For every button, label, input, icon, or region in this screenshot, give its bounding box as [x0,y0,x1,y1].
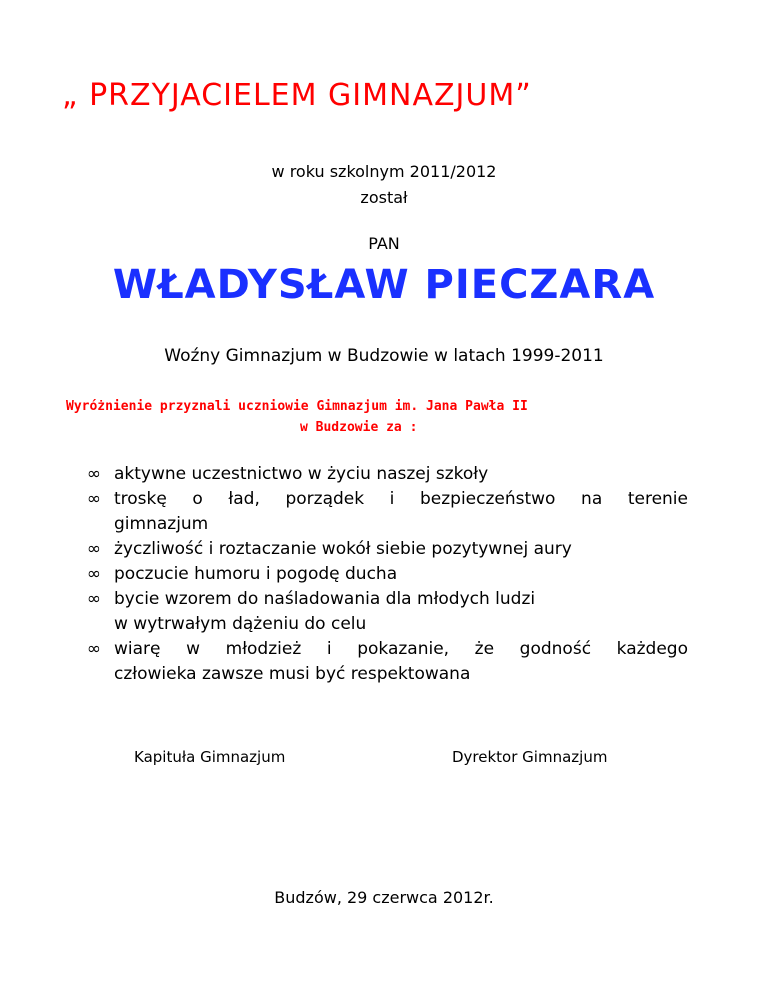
list-item-text: aktywne uczestnictwo w życiu naszej szkoły [114,464,489,484]
award-statement-line-1: Wyróżnienie przyznali uczniowie Gimnazjum im. Jana Pawła II [66,399,528,414]
infinity-bullet-icon: ∞ [86,539,102,559]
infinity-bullet-icon: ∞ [86,564,102,584]
infinity-bullet-icon: ∞ [86,589,102,609]
certificate-title: „ PRZYJACIELEM GIMNAZJUM” [62,78,532,113]
list-item-text: poczucie humoru i pogodę ducha [114,564,398,584]
salutation: PAN [368,234,400,253]
infinity-bullet-icon: ∞ [86,639,102,659]
list-item [84,562,688,587]
status-line: został [360,188,408,207]
reasons-list [84,462,688,687]
signature-director: Dyrektor Gimnazjum [452,748,608,766]
list-item [84,637,688,687]
list-item-text: wiarę w młodzież i pokazanie, że godność każdego [114,639,688,659]
list-item-text-continued: w wytrwałym dążeniu do celu [114,614,367,634]
infinity-bullet-icon: ∞ [86,464,102,484]
list-item-text-continued: gimnazjum [114,514,209,534]
recipient-role: Woźny Gimnazjum w Budzowie w latach 1999-2011 [164,346,604,366]
list-item-text-continued: człowieka zawsze musi być respektowana [114,664,471,684]
infinity-bullet-icon: ∞ [86,489,102,509]
list-item-text: życzliwość i roztaczanie wokół siebie pozytywnej aury [114,539,572,559]
list-item-text: troskę o ład, porządek i bezpieczeństwo na terenie [114,489,688,509]
list-item [84,587,688,637]
award-statement-line-2: w Budzowie za : [300,420,418,435]
signature-chapter: Kapituła Gimnazjum [134,748,286,766]
recipient-name: WŁADYSŁAW PIECZARA [112,262,656,308]
place-and-date: Budzów, 29 czerwca 2012r. [274,888,494,907]
school-year-line: w roku szkolnym 2011/2012 [271,162,497,181]
list-item [84,462,688,487]
list-item [84,487,688,537]
list-item-text: bycie wzorem do naśladowania dla młodych ludzi [114,589,536,609]
list-item [84,537,688,562]
